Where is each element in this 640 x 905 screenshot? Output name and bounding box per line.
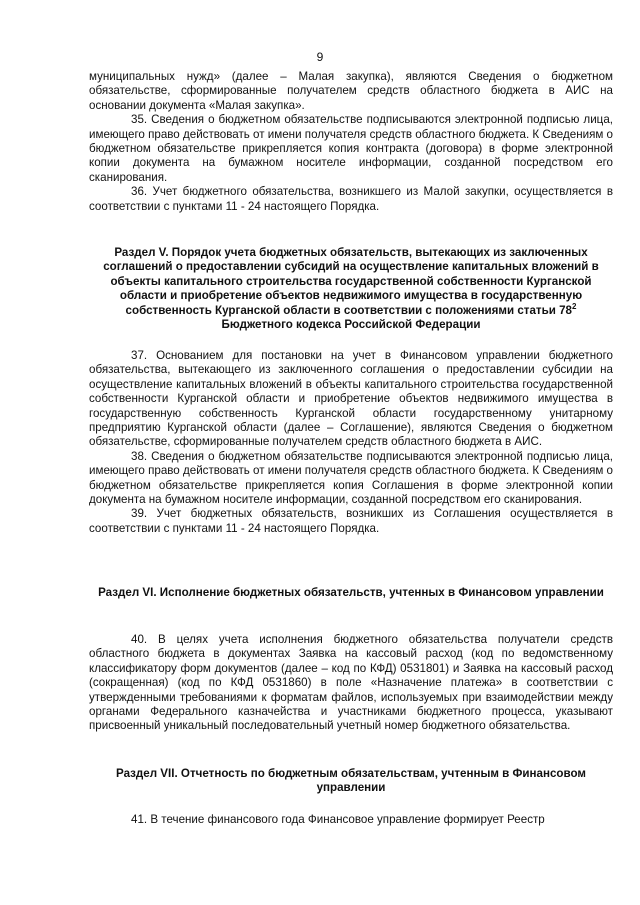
section-v-heading: [89, 246, 613, 332]
section-v-title-main: Раздел V. Порядок учета бюджетных обязательств, вытекающих из заключенных соглашений о предоставлении субсидий на осуществление капитальных вложений в объекты капитального строительства государственной собственности Курганской области и приобретение объектов недвижимого имущества в государственную собственность Курганской области в соответствии с положениями статьи 78: [103, 246, 599, 317]
section-vii-heading: [89, 767, 613, 796]
paragraph-38: 38. Сведения о бюджетном обязательстве подписываются электронной подписью лица, имеющего право действовать от имени получателя средств областного бюджета. К Сведениям о бюджетном обязательстве прикрепляется копия Соглашения в форме электронной копии документа на бумажном носителе информации, созданной посредством его сканирования.: [89, 449, 613, 507]
paragraph-35: 35. Сведения о бюджетном обязательстве подписываются электронной подписью лица, имеющего право действовать от имени получателя средств областного бюджета. К Сведениям о бюджетном обязательстве прикрепляется копия контракта (договора) в форме электронной копии документа на бумажном носителе информации, созданной посредством его сканирования.: [89, 113, 613, 184]
section-vi-heading: [89, 586, 613, 600]
paragraph-40: 40. В целях учета исполнения бюджетного обязательства получатели средств областного бюджета в документах Заявка на кассовый расход (код по ведомственному классификатору форм документов (далее – код по КФД) 0531801) и Заявка на кассовый расход (сокращенная) (код по КФД 0531860) в поле «Назначение платежа» в соответствии с утвержденными требованиями к форматам файлов, используемых при взаимодействии между органами Федерального казначейства и участниками бюджетного процесса, указывают присвоенный уникальный последовательный учетный номер бюджетного обязательства.: [89, 633, 613, 733]
paragraph-block-3: [89, 633, 613, 734]
page-number: 9: [316, 50, 324, 64]
section-v-title-tail: Бюджетного кодекса Российской Федерации: [221, 318, 481, 332]
paragraph-intro: муниципальных нужд» (далее – Малая закупка), являются Сведения о бюджетном обязательстве, сформированные получателем средств областного бюджета в АИС на основании документа «Малая закупка».: [89, 70, 613, 112]
paragraph-37: 37. Основанием для постановки на учет в Финансовом управлении бюджетного обязательства, вытекающего из заключенного соглашения о предоставлении субсидии на осуществление капитальных вложений в объекты капитального строительства государственной собственности Курганской области и приобретение объектов недвижимого имущества в государственную собственность Курганской области государственному унитарному предприятию Курганской области (далее – Соглашение), являются Сведения о бюджетном обязательстве, сформированные получателем средств областного бюджета в АИС.: [89, 349, 613, 449]
section-v-superscript: 2: [571, 301, 577, 311]
paragraph-block-2: [89, 349, 613, 536]
paragraph-block-1: [89, 70, 613, 214]
section-vi-title: Раздел VI. Исполнение бюджетных обязательств, учтенных в Финансовом управлении: [98, 586, 604, 599]
paragraph-block-4: [89, 813, 613, 827]
paragraph-41: 41. В течение финансового года Финансовое управление формирует Реестр: [131, 813, 545, 826]
paragraph-39: 39. Учет бюджетных обязательств, возникших из Соглашения осуществляется в соответствии с пунктами 11 - 24 настоящего Порядка.: [89, 507, 613, 535]
section-vii-title: Раздел VII. Отчетность по бюджетным обязательствам, учтенным в Финансовом управлении: [115, 767, 586, 795]
section-v-title: [89, 246, 613, 332]
paragraph-36: 36. Учет бюджетного обязательства, возникшего из Малой закупки, осуществляется в соответствии с пунктами 11 - 24 настоящего Порядка.: [89, 185, 613, 213]
